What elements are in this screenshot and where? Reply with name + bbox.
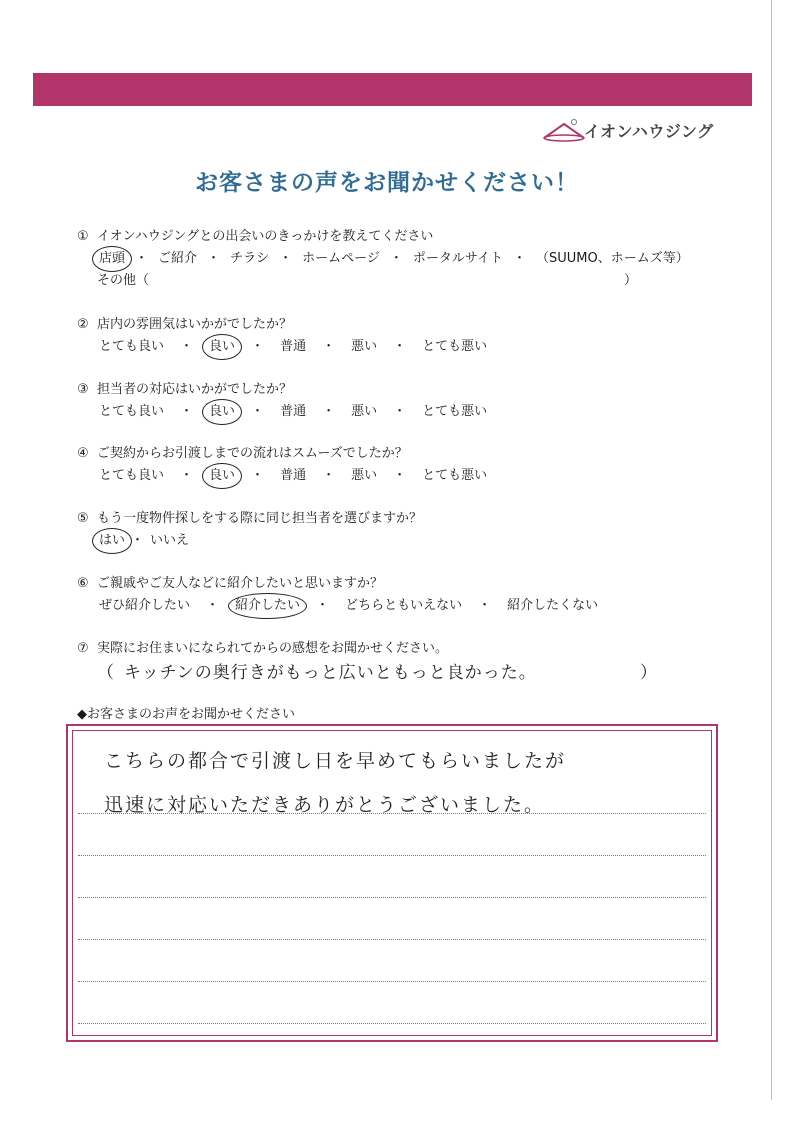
separator: ・: [393, 468, 407, 483]
question-text: もう一度物件探しをする際に同じ担当者を選びますか？: [97, 511, 423, 526]
question-6: [77, 573, 383, 595]
separator: ・: [131, 533, 145, 548]
brand-logo: [540, 116, 740, 144]
option-storefront[interactable]: 店頭: [97, 248, 127, 270]
separator: ・: [322, 404, 336, 419]
comment-box[interactable]: [66, 724, 718, 1042]
option-average[interactable]: 普通: [280, 468, 307, 483]
question-5: [77, 508, 422, 530]
option-very-good[interactable]: とても良い: [99, 339, 165, 354]
separator: ・: [251, 339, 265, 354]
other-label[interactable]: その他（: [97, 273, 150, 288]
separator: ・: [207, 251, 221, 266]
question-text: ご契約からお引渡しまでの流れはスムーズでしたか？: [97, 446, 408, 461]
brand-name: イオンハウジング: [584, 121, 714, 141]
question-text: 実際にお住まいになられてからの感想をお聞かせください。: [97, 641, 449, 656]
separator: ・: [135, 251, 149, 266]
question-text: ご親戚やご友人などに紹介したいと思いますか？: [97, 576, 384, 591]
question-3: [77, 379, 292, 401]
option-very-good[interactable]: とても良い: [99, 404, 165, 419]
question-number: ⑤: [77, 511, 89, 526]
question-4: [77, 443, 408, 465]
separator: ・: [251, 468, 265, 483]
separator: ・: [322, 468, 336, 483]
ruled-line: [78, 940, 706, 982]
separator: ・: [316, 598, 330, 613]
question-number: ④: [77, 446, 89, 461]
comment-line-1: こちらの都合で引渡し日を早めてもらいましたが: [104, 750, 567, 772]
option-no[interactable]: いいえ: [150, 533, 190, 548]
separator: ・: [389, 251, 403, 266]
option-referral[interactable]: ご紹介: [158, 251, 198, 266]
ruled-line: [78, 856, 706, 898]
option-average[interactable]: 普通: [280, 404, 307, 419]
option-very-bad[interactable]: とても悪い: [422, 339, 488, 354]
question-7: [77, 638, 448, 660]
question-2: [77, 314, 292, 336]
separator: ・: [180, 468, 194, 483]
option-neutral[interactable]: どちらともいえない: [345, 598, 463, 613]
comment-section-label: ◆お客さまのお声をお聞かせください: [77, 707, 295, 722]
question-1-other: [97, 270, 637, 292]
question-text: 担当者の対応はいかがでしたか？: [97, 382, 293, 397]
separator: ・: [322, 339, 336, 354]
option-average[interactable]: 普通: [280, 339, 307, 354]
option-very-good[interactable]: とても良い: [99, 468, 165, 483]
option-definitely-refer[interactable]: ぜひ紹介したい: [99, 598, 191, 613]
separator: ・: [180, 339, 194, 354]
option-good[interactable]: 良い: [207, 336, 237, 358]
option-homepage[interactable]: ホームページ: [302, 251, 380, 266]
answer-open-paren: （: [97, 663, 114, 683]
question-3-options: [97, 401, 489, 423]
other-close: ）: [623, 273, 637, 288]
separator: ・: [206, 598, 220, 613]
question-4-options: [97, 465, 489, 487]
option-would-refer[interactable]: 紹介したい: [233, 595, 302, 617]
question-text: 店内の雰囲気はいかがでしたか？: [97, 317, 293, 332]
question-6-options: [97, 595, 600, 617]
option-bad[interactable]: 悪い: [351, 468, 378, 483]
ruled-line: [78, 898, 706, 940]
option-bad[interactable]: 悪い: [351, 339, 378, 354]
separator: ・: [279, 251, 293, 266]
question-text: イオンハウジングとの出会いのきっかけを教えてください: [97, 229, 434, 244]
house-logo-icon: [540, 116, 588, 144]
option-good[interactable]: 良い: [207, 465, 237, 487]
option-portal-examples: （SUUMO、ホームズ等）: [535, 251, 689, 266]
option-would-not-refer[interactable]: 紹介したくない: [507, 598, 599, 613]
option-yes[interactable]: はい: [97, 530, 127, 552]
header-color-bar: [33, 73, 752, 106]
question-7-answer[interactable]: [97, 660, 657, 686]
option-very-bad[interactable]: とても悪い: [422, 404, 488, 419]
handwritten-answer: キッチンの奥行きがもっと広いともっと良かった。: [124, 663, 537, 683]
question-2-options: [97, 336, 489, 358]
question-number: ②: [77, 317, 89, 332]
separator: ・: [393, 404, 407, 419]
option-bad[interactable]: 悪い: [351, 404, 378, 419]
option-good[interactable]: 良い: [207, 401, 237, 423]
separator: ・: [180, 404, 194, 419]
question-number: ⑥: [77, 576, 89, 591]
option-very-bad[interactable]: とても悪い: [422, 468, 488, 483]
comment-line-2: 迅速に対応いただきありがとうございました。: [104, 794, 546, 816]
separator: ・: [251, 404, 265, 419]
option-flyer[interactable]: チラシ: [230, 251, 270, 266]
separator: ・: [393, 339, 407, 354]
ruled-line: [78, 982, 706, 1024]
question-number: ③: [77, 382, 89, 397]
question-5-options: [97, 530, 191, 552]
page-title: お客さまの声をお聞かせください！: [195, 170, 579, 196]
answer-close-paren: ）: [640, 663, 657, 683]
separator: ・: [512, 251, 526, 266]
ruled-line: [78, 814, 706, 856]
question-number: ⑦: [77, 641, 89, 656]
question-1-options: [97, 248, 691, 270]
option-portal-site[interactable]: ポータルサイト: [412, 251, 503, 266]
separator: ・: [478, 598, 492, 613]
question-number: ①: [77, 229, 89, 244]
question-1: [77, 226, 433, 248]
